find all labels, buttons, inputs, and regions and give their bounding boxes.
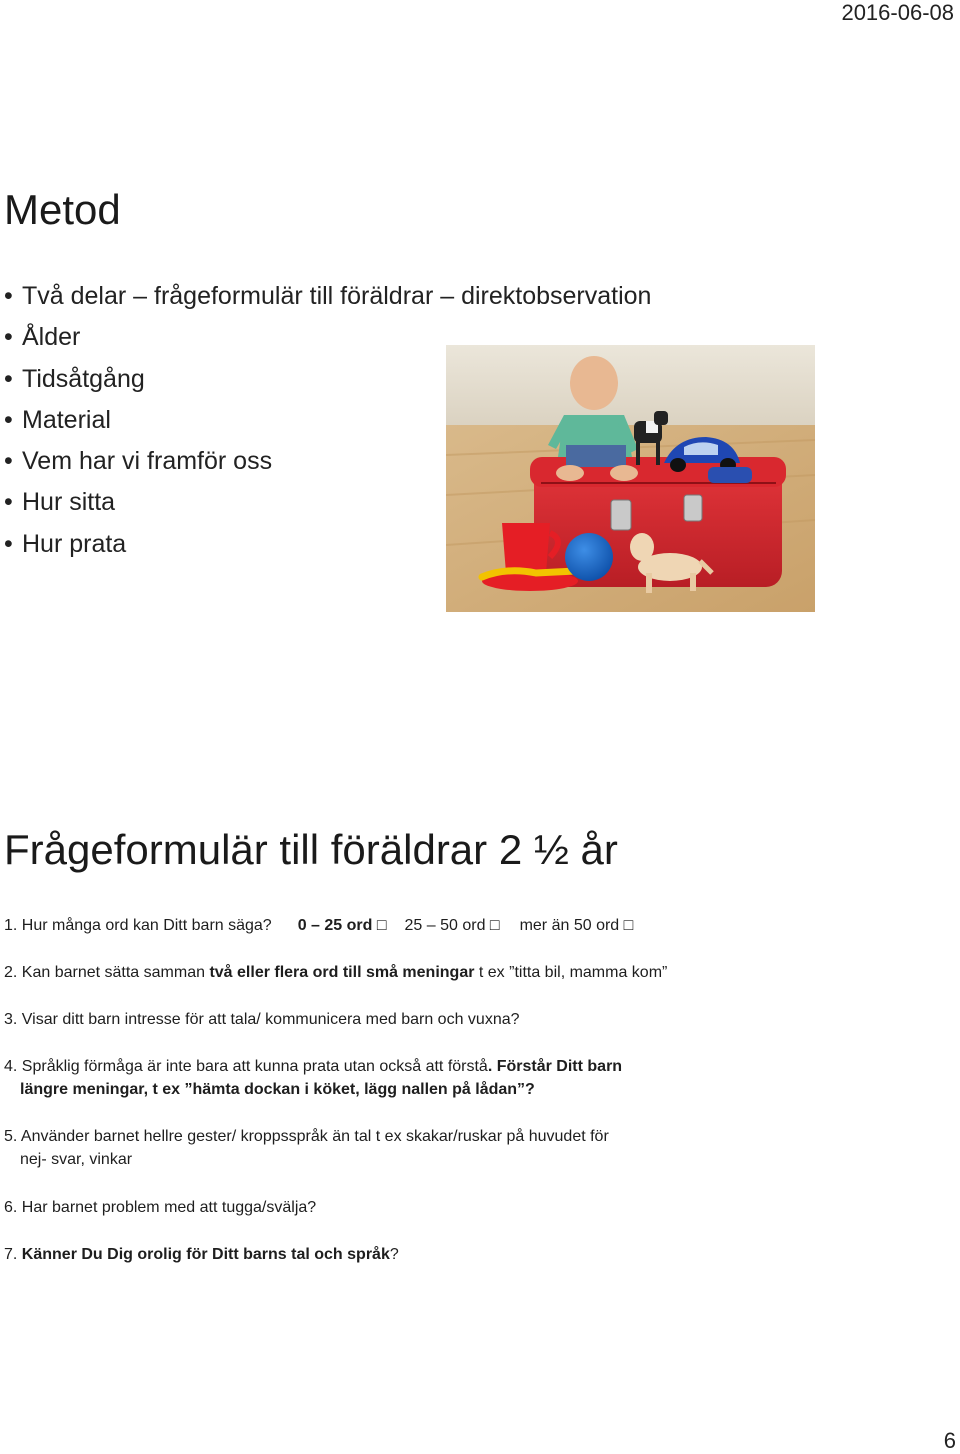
- question-4: 4. Språklig förmåga är inte bara att kunna prata utan också att förstå. Förstår Ditt barn längre meningar, t ex ”hämta dockan i köket, lägg nallen på lådan”?: [4, 1058, 623, 1098]
- question-7: 7. Känner Du Dig orolig för Ditt barns tal och språk?: [4, 1246, 399, 1263]
- page-number: 6: [943, 1428, 956, 1453]
- option-25-50: 25 – 50 ord □: [404, 917, 500, 934]
- toys-photo-illustration: [446, 345, 815, 612]
- bullet-item: • Hur prata: [4, 529, 127, 558]
- bullet-item: • Ålder: [4, 323, 81, 352]
- slide-title-questionnaire: Frågeformulär till föräldrar 2 ½ år: [4, 826, 618, 873]
- bullet-item: • Vem har vi framför oss: [4, 447, 273, 476]
- question-2: 2. Kan barnet sätta samman två eller flera ord till små meningar t ex ”titta bil, mamma kom”: [4, 964, 668, 981]
- question-6: 6. Har barnet problem med att tugga/svälja?: [4, 1199, 317, 1216]
- bullet-item: • Två delar – frågeformulär till föräldrar – direktobservation: [4, 282, 652, 310]
- bullet-item: • Tidsåtgång: [4, 364, 145, 393]
- question-5: 5. Använder barnet hellre gester/ kroppsspråk än tal t ex skakar/ruskar på huvudet för nej- svar, vinkar: [4, 1128, 609, 1168]
- question-1: 1. Hur många ord kan Ditt barn säga? 0 – 25 ord □ 25 – 50 ord □ mer än 50 ord □: [4, 917, 634, 934]
- bullet-item: • Material: [4, 405, 111, 434]
- option-0-25: 0 – 25 ord □: [297, 917, 387, 934]
- question-3: 3. Visar ditt barn intresse för att tala/ kommunicera med barn och vuxna?: [4, 1011, 520, 1028]
- header-date: 2016-06-08: [841, 0, 954, 25]
- option-over-50: mer än 50 ord □: [519, 917, 634, 934]
- toys-photo: [446, 345, 815, 612]
- bullet-item: • Hur sitta: [4, 488, 116, 517]
- slide-title-metod: Metod: [4, 186, 121, 233]
